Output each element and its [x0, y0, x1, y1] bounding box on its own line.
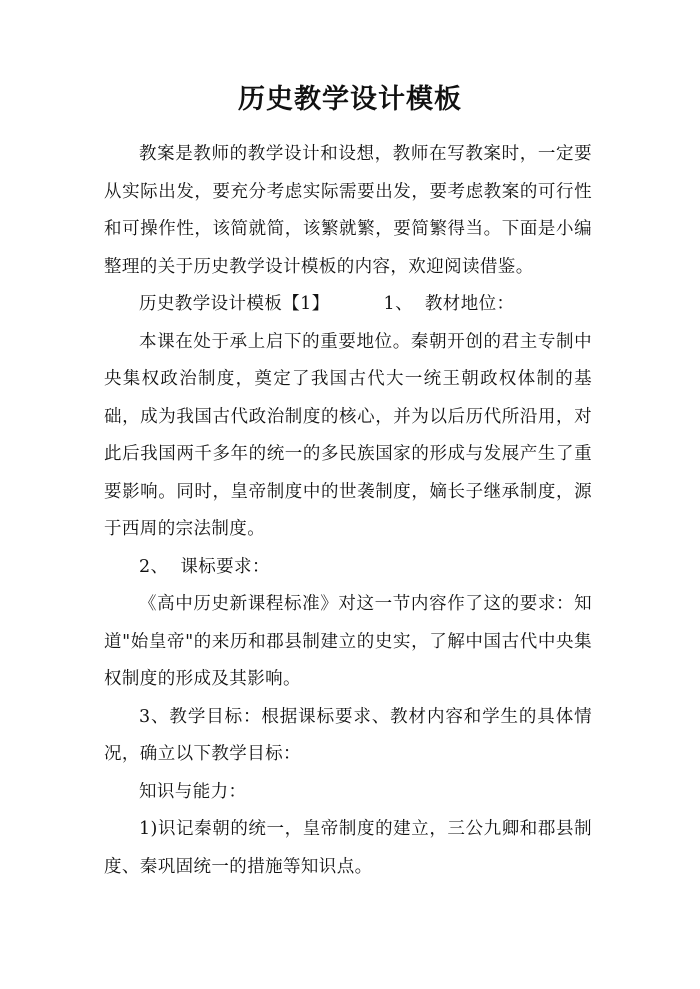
- teaching-objectives-paragraph: 3、教学目标：根据课标要求、教材内容和学生的具体情况，确立以下教学目标：: [104, 706, 592, 764]
- document-title: 历史教学设计模板: [238, 84, 462, 115]
- section-heading: [104, 286, 592, 324]
- curriculum-requirements-paragraph: 《高中历史新课程标准》对这一节内容作了这的要求：知道"始皇帝"的来历和郡县制建立的史实，了解中国古代中央集权制度的形成及其影响。: [104, 594, 592, 689]
- curriculum-requirements-heading: 2、 课标要求：: [139, 556, 270, 577]
- knowledge-ability-heading: 知识与能力：: [139, 781, 247, 802]
- intro-paragraph: 教案是教师的教学设计和设想，教师在写教案时，一定要从实际出发，要充分考虑实际需要出发，要考虑教案的可行性和可操作性，该简就简，该繁就繁，要简繁得当。下面是小编整理的关于历史教学设计模板的内容，欢迎阅读借鉴。: [104, 144, 592, 277]
- knowledge-point-paragraph: 1)识记秦朝的统一，皇帝制度的建立，三公九卿和郡县制度、秦巩固统一的措施等知识点。: [104, 819, 592, 877]
- document-body: [104, 136, 592, 886]
- textbook-position-paragraph: 本课在处于承上启下的重要地位。秦朝开创的君主专制中央集权政治制度，奠定了我国古代大一统王朝政权体制的基础，成为我国古代政治制度的核心，并为以后历代所沿用，对此后我国两千多年的统一的多民族国家的形成与发展产生了重要影响。同时，皇帝制度中的世袭制度，嫡长子继承制度，源于西周的宗法制度。: [104, 331, 592, 539]
- textbook-position-heading: 1、 教材地位：: [383, 294, 515, 314]
- template-section-label: 历史教学设计模板【1】: [139, 294, 330, 314]
